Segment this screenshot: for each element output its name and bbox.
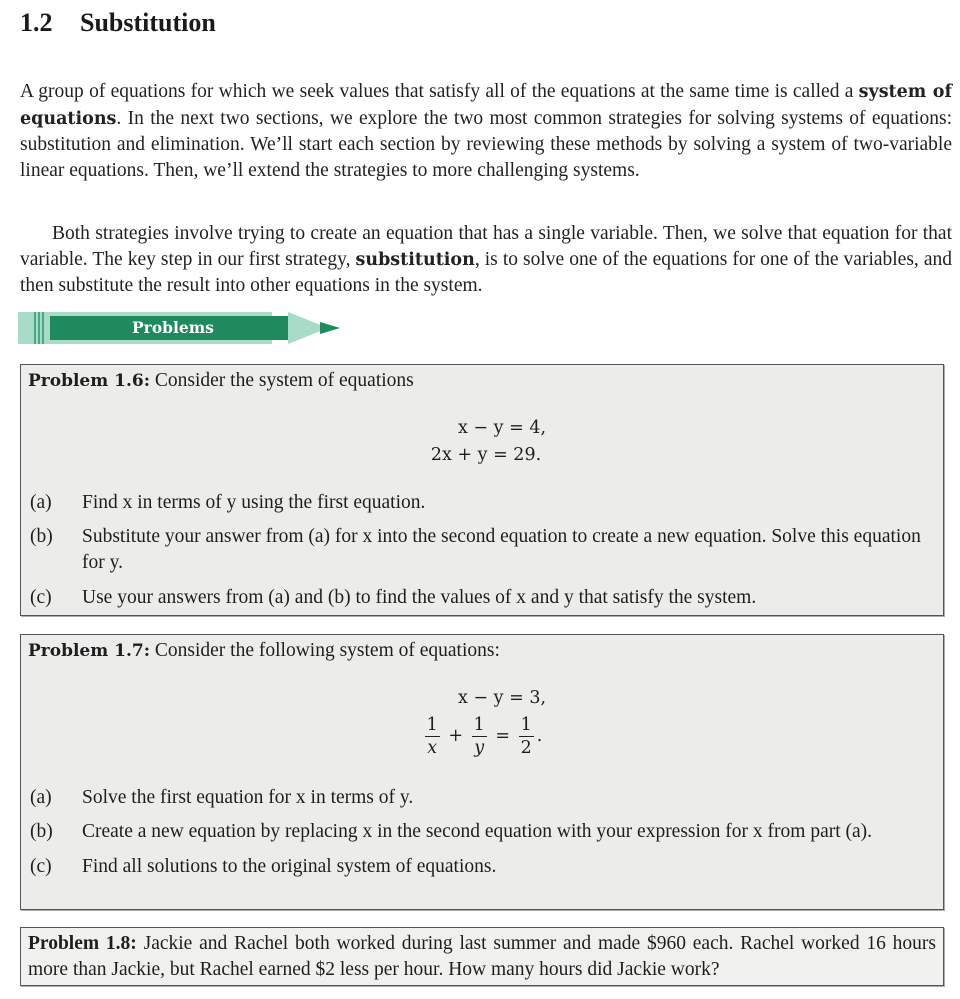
part-tag: (c) bbox=[30, 856, 52, 877]
term-system-of-equations: system of equations bbox=[20, 82, 952, 129]
equation: x − y = 3, bbox=[457, 688, 547, 708]
problem-part-c bbox=[30, 585, 936, 610]
intro-paragraph-2 bbox=[20, 221, 952, 299]
problem-statement: Jackie and Rachel both worked during last summer and made $960 each. Rachel worked 16 hours more than Jackie, but Rachel earned $2 less per hour. How many hours did Jackie work? bbox=[28, 933, 937, 980]
fraction bbox=[519, 714, 534, 759]
pencil-stripe bbox=[38, 312, 40, 344]
numerator: 1 bbox=[426, 715, 438, 735]
section-title: Substitution bbox=[80, 8, 216, 37]
text-run: Both strategies involve trying to create an equation that has a single variable. Then, we solve that equation for that variable. The key step in our first strategy, bbox=[20, 223, 952, 270]
part-text: Use your answers from (a) and (b) to find the values of x and y that satisfy the system. bbox=[82, 587, 757, 608]
problem-parts bbox=[30, 490, 936, 619]
intro-paragraph-1 bbox=[20, 79, 952, 183]
equation: x − y = 4, bbox=[457, 418, 547, 438]
problem-part-a bbox=[30, 785, 936, 810]
problem-label: Problem 1.7: bbox=[28, 641, 150, 661]
denominator: x bbox=[427, 738, 438, 758]
problem-parts bbox=[30, 785, 936, 888]
problem-part-a bbox=[30, 490, 936, 515]
problem-heading bbox=[28, 638, 936, 664]
part-text: Find all solutions to the original system of equations. bbox=[82, 856, 497, 877]
fraction bbox=[472, 714, 487, 759]
problem-label: Problem 1.8: bbox=[28, 933, 137, 954]
problem-part-b bbox=[30, 524, 936, 576]
problems-banner bbox=[18, 312, 328, 344]
part-tag: (a) bbox=[30, 492, 52, 513]
section-number: 1.2 bbox=[20, 8, 53, 37]
section-heading bbox=[20, 8, 216, 38]
equation: 2x + y = 29. bbox=[430, 445, 542, 465]
fraction bbox=[425, 714, 440, 759]
fraction-equation bbox=[21, 714, 943, 766]
part-tag: (b) bbox=[30, 821, 53, 842]
period: . bbox=[536, 726, 543, 746]
term-substitution: substitution bbox=[355, 249, 475, 270]
text-run: . In the next two sections, we explore the two most common strategies for solving systems of equations: substitution and elimination. We’ll start each section by reviewing these methods by solving a system of two-variable linear equations. Then, we’ll extend the strategies to more challenging systems. bbox=[20, 107, 952, 181]
part-text: Solve the first equation for x in terms of y. bbox=[82, 787, 414, 808]
part-text: Find x in terms of y using the first equation. bbox=[82, 492, 426, 513]
banner-label: Problems bbox=[132, 318, 214, 337]
problem-heading bbox=[28, 368, 936, 394]
problem-part-b bbox=[30, 819, 936, 845]
problem-label: Problem 1.6: bbox=[28, 371, 150, 391]
pencil-point-icon bbox=[320, 322, 340, 334]
text-run: A group of equations for which we seek values that satisfy all of the equations at the same time is called a bbox=[20, 81, 859, 102]
problem-body bbox=[28, 931, 936, 983]
equation-system bbox=[21, 685, 943, 766]
problem-box-1-8 bbox=[20, 927, 944, 986]
problem-statement: Consider the following system of equations: bbox=[154, 640, 500, 661]
equals-sign: = bbox=[495, 726, 511, 746]
numerator: 1 bbox=[520, 715, 532, 735]
part-text: Substitute your answer from (a) for x into the second equation to create a new equation. Solve this equation for y. bbox=[82, 526, 921, 573]
part-text: Create a new equation by replacing x in the second equation with your expression for x from part (a). bbox=[82, 821, 873, 842]
problem-box-1-6 bbox=[20, 364, 944, 616]
pencil-stripe bbox=[34, 312, 36, 344]
part-tag: (a) bbox=[30, 787, 52, 808]
operator: + bbox=[448, 726, 464, 746]
part-tag: (b) bbox=[30, 526, 53, 547]
equation-system bbox=[21, 415, 943, 469]
problem-box-1-7 bbox=[20, 634, 944, 910]
problem-statement: Consider the system of equations bbox=[154, 370, 414, 391]
problem-part-c bbox=[30, 854, 936, 879]
pencil-stripe bbox=[42, 312, 44, 344]
denominator: y bbox=[474, 738, 485, 758]
text-run: , is to solve one of the equations for one of the variables, and then substitute the result into other equations in the system. bbox=[20, 248, 953, 296]
denominator: 2 bbox=[520, 738, 532, 758]
numerator: 1 bbox=[473, 715, 485, 735]
part-tag: (c) bbox=[30, 587, 52, 608]
